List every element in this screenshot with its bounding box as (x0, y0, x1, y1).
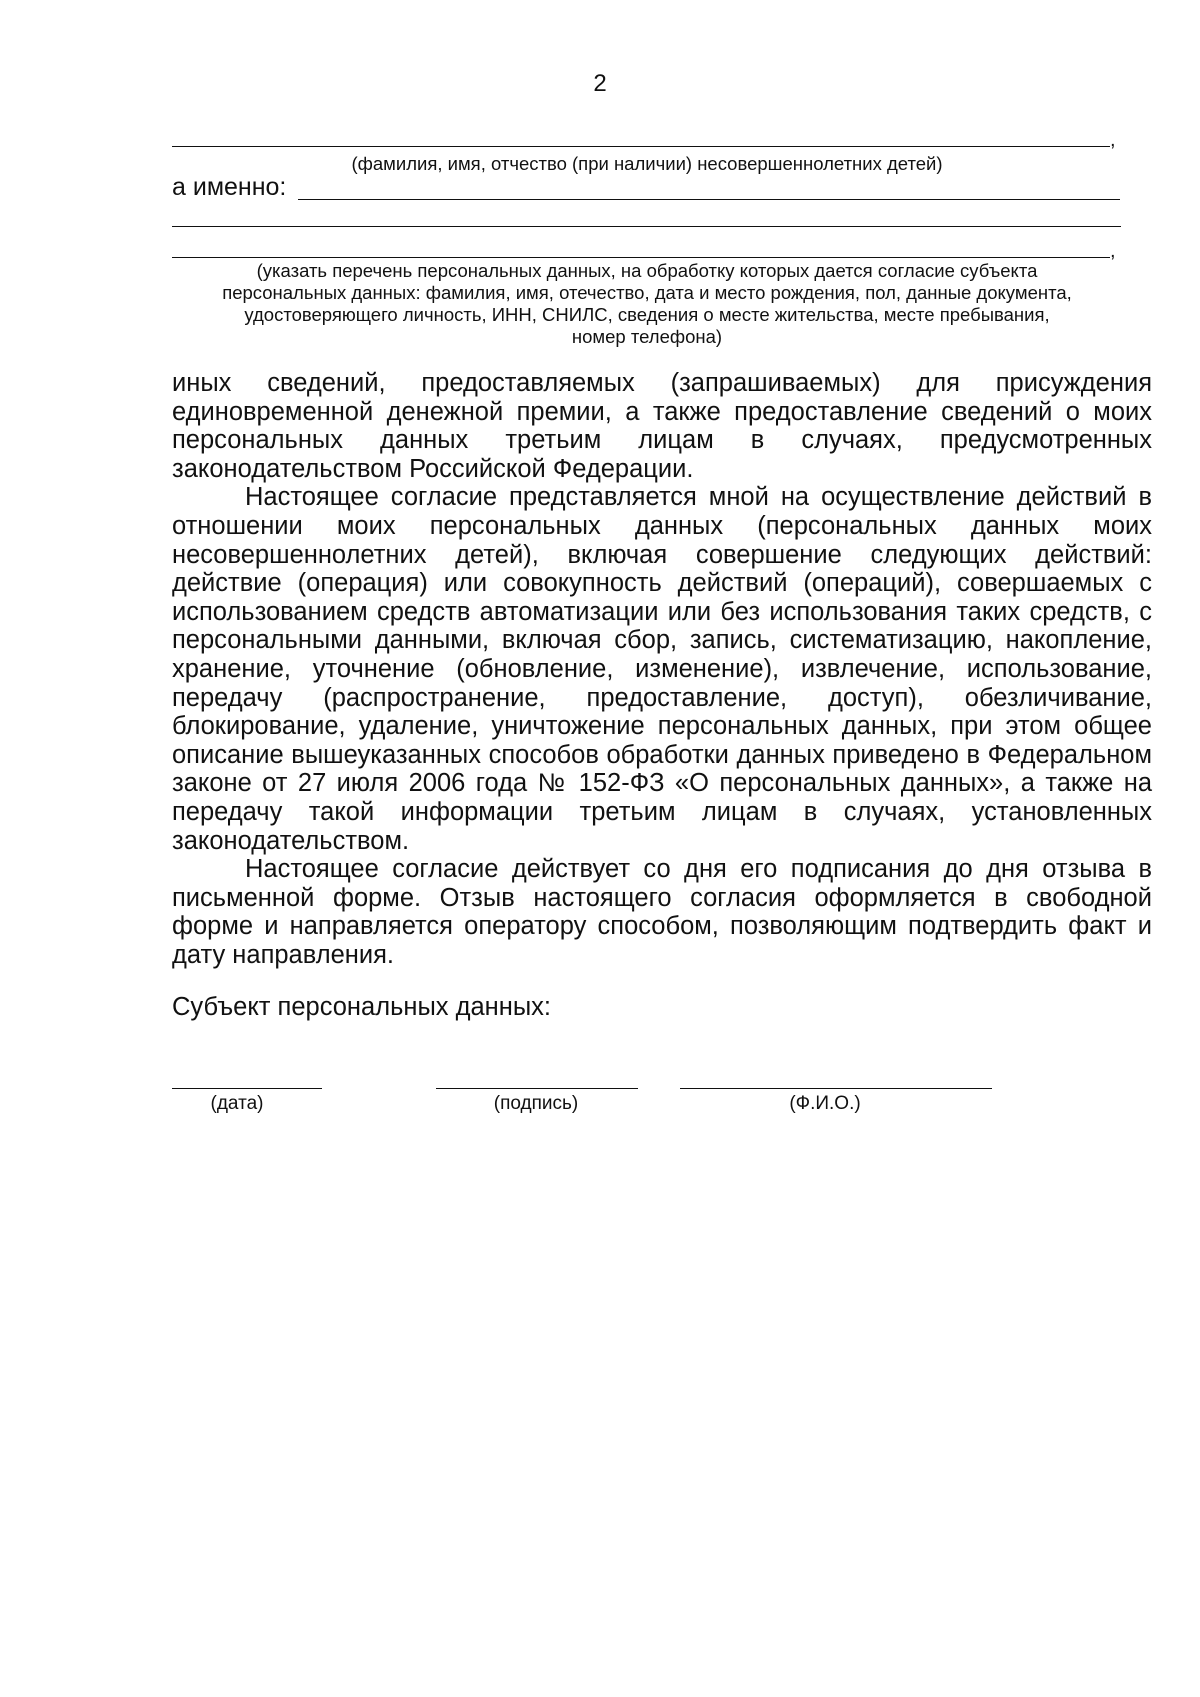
a-imenno-label: а именно: (172, 173, 287, 201)
paragraph-continuation: иных сведений, предоставляемых (запрашиваемых) для присуждения единовременной денежной премии, а также предоставление сведений о моих персональных данных третьим лицам в случаях, предусмотренных законодательством Российской Федерации. (172, 369, 1152, 483)
paragraph-consent-validity: Настоящее согласие действует со дня его подписания до дня отзыва в письменной форме. Отзыв настоящего согласия оформляется в свободной форме и направляется оператору способом, позволяющим подтвердить факт и дату направления. (172, 855, 1152, 969)
trailing-comma: , (1110, 129, 1116, 151)
caption-line: удостоверяющего личность, ИНН, СНИЛС, сведения о месте жительства, месте пребывания, (244, 304, 1050, 325)
data-list-line-2 (172, 257, 1110, 258)
data-list-caption (172, 260, 1122, 348)
date-caption: (дата) (210, 1093, 264, 1114)
trailing-comma: , (1110, 240, 1116, 262)
caption-line: (указать перечень персональных данных, на обработку которых дается согласие субъекта (256, 260, 1038, 281)
a-imenno-line (298, 199, 1120, 200)
subject-label: Субъект персональных данных: (172, 993, 551, 1021)
caption-line: номер телефона) (571, 326, 723, 347)
fio-caption: (Ф.И.О.) (789, 1093, 861, 1114)
children-fio-caption: (фамилия, имя, отчество (при наличии) несовершеннолетних детей) (351, 153, 943, 174)
consent-body (172, 369, 1152, 969)
date-line (172, 1088, 322, 1089)
signature-caption: (подпись) (493, 1093, 579, 1114)
paragraph-consent-actions: Настоящее согласие представляется мной на осуществление действий в отношении моих персональных данных (персональных данных моих несовершеннолетних детей), включая совершение следующих действий: действие (операция) или совокупность действий (операций), совершаемых с использованием средств автоматизации или без использования таких средств, с персональными данными, включая сбор, запись, систематизацию, накопление, хранение, уточнение (обновление, изменение), извлечение, использование, передачу (распространение, предоставление, доступ), обезличивание, блокирование, удаление, уничтожение персональных данных, при этом общее описание вышеуказанных способов обработки данных приведено в Федеральном законе от 27 июля 2006 года № 152-ФЗ «О персональных данных», а также на передачу такой информации третьим лицам в случаях, установленных законодательством. (172, 483, 1152, 855)
fio-line (680, 1088, 992, 1089)
page-number: 2 (593, 70, 607, 97)
signature-line (436, 1088, 638, 1089)
caption-line: персональных данных: фамилия, имя, отечество, дата и место рождения, пол, данные документа, (222, 282, 1072, 303)
children-fio-line (172, 146, 1110, 147)
data-list-line-1 (172, 226, 1121, 227)
